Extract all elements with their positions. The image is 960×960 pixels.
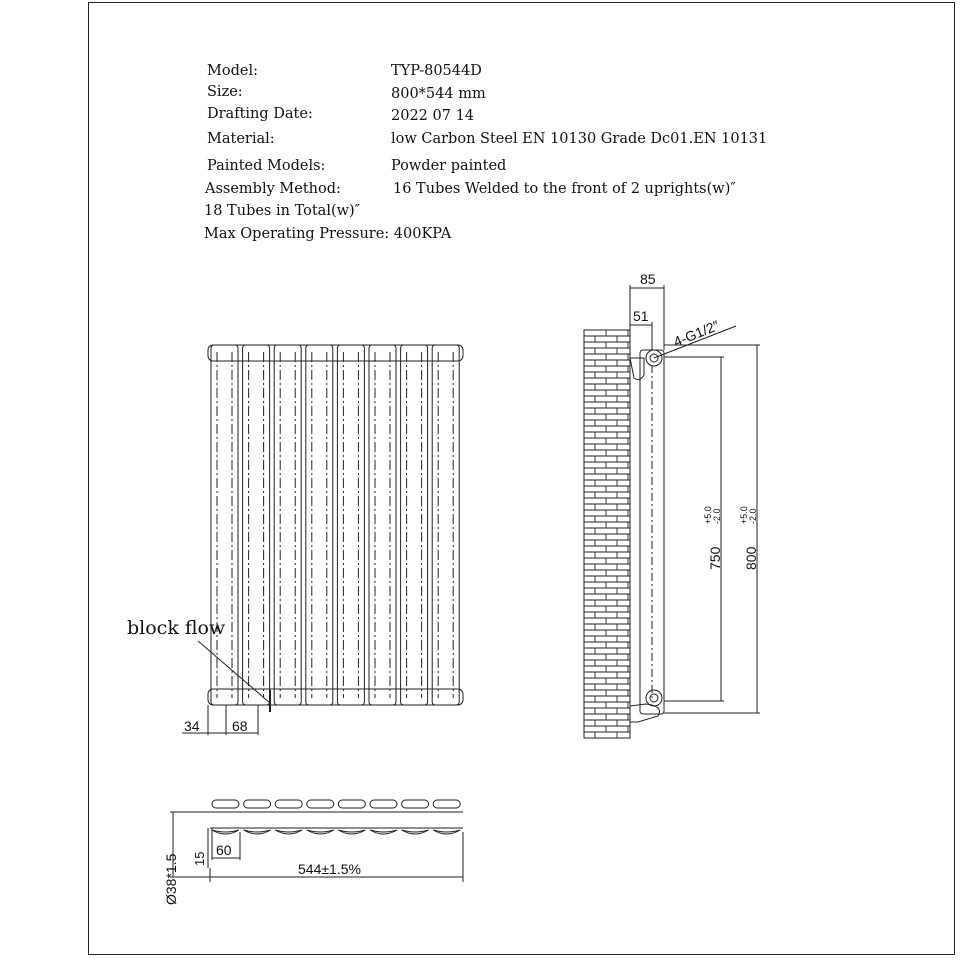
assembly-method-continuation: 18 Tubes in Total(w)″ xyxy=(204,203,361,219)
painted-models-value: Powder painted xyxy=(391,158,507,174)
upright-tube-section xyxy=(338,830,365,834)
top-tube xyxy=(338,800,365,808)
upright-tube-section xyxy=(244,830,271,834)
upright-tube-section xyxy=(275,830,302,834)
upright-tube-section xyxy=(433,830,460,834)
top-header-bar xyxy=(208,345,463,361)
top-tube xyxy=(307,800,334,808)
dim-height-value: 800 xyxy=(743,546,759,570)
top-tube xyxy=(402,800,429,808)
upright-tube-section xyxy=(212,830,239,834)
dim-centres-plus: +5.0 xyxy=(703,506,713,524)
brick-wall xyxy=(584,330,630,738)
top-tube xyxy=(244,800,271,808)
dim-top-pitch: 60 xyxy=(216,842,232,858)
front-tube xyxy=(337,345,364,705)
front-tube xyxy=(274,345,301,705)
size-label: Size: xyxy=(207,84,243,100)
bottom-header-bar xyxy=(208,689,463,705)
dim-top-depth: 15 xyxy=(192,851,207,866)
bottom-connection xyxy=(646,690,662,706)
model-value: TYP-80544D xyxy=(391,63,482,79)
max-pressure: Max Operating Pressure: 400KPA xyxy=(204,226,452,242)
dim-centres-minus: -2.0 xyxy=(712,508,722,524)
model-label: Model: xyxy=(207,63,258,79)
upright-tube-section xyxy=(370,830,397,834)
drafting-date-value: 2022 07 14 xyxy=(391,108,475,124)
block-flow-leader xyxy=(198,641,270,703)
dim-front-spacing: 68 xyxy=(232,718,248,734)
top-tube xyxy=(275,800,302,808)
top-tube xyxy=(212,800,239,808)
material-value: low Carbon Steel EN 10130 Grade Dc01.EN 10131 xyxy=(391,131,768,147)
size-value: 800*544 mm xyxy=(391,86,486,102)
dim-height-minus: -2.0 xyxy=(748,508,758,524)
dim-top-diameter: Ø38*1.5 xyxy=(163,853,179,905)
front-tube xyxy=(306,345,333,705)
dim-front-left: 34 xyxy=(184,718,200,734)
upright-tube-section xyxy=(402,830,429,834)
assembly-method-value: 16 Tubes Welded to the front of 2 uprights(w)″ xyxy=(393,181,736,197)
dim-centres-value: 750 xyxy=(707,546,723,570)
dim-height xyxy=(743,546,759,570)
top-tube xyxy=(370,800,397,808)
front-tube xyxy=(401,345,428,705)
dim-side-depth: 85 xyxy=(640,271,656,287)
side-view xyxy=(584,285,760,738)
top-tube xyxy=(433,800,460,808)
dim-centres xyxy=(707,546,723,570)
front-tube xyxy=(211,345,238,705)
upright-tube-section xyxy=(307,830,334,834)
dim-side-offset: 51 xyxy=(633,308,649,324)
assembly-method-label: Assembly Method: xyxy=(205,181,341,197)
front-tube xyxy=(432,345,459,705)
connection-label: 4-G1/2″ xyxy=(671,317,722,350)
front-view xyxy=(182,345,463,735)
top-bracket xyxy=(630,358,644,379)
bottom-bracket xyxy=(630,704,660,722)
material-label: Material: xyxy=(207,131,275,147)
front-tube xyxy=(369,345,396,705)
block-flow-label: block flow xyxy=(127,617,226,639)
front-tube xyxy=(243,345,270,705)
drafting-date-label: Drafting Date: xyxy=(207,106,313,122)
dim-height-plus: +5.0 xyxy=(739,506,749,524)
painted-models-label: Painted Models: xyxy=(207,158,326,174)
dim-top-width: 544±1.5% xyxy=(298,861,361,877)
bottom-connection-inner xyxy=(650,694,658,702)
